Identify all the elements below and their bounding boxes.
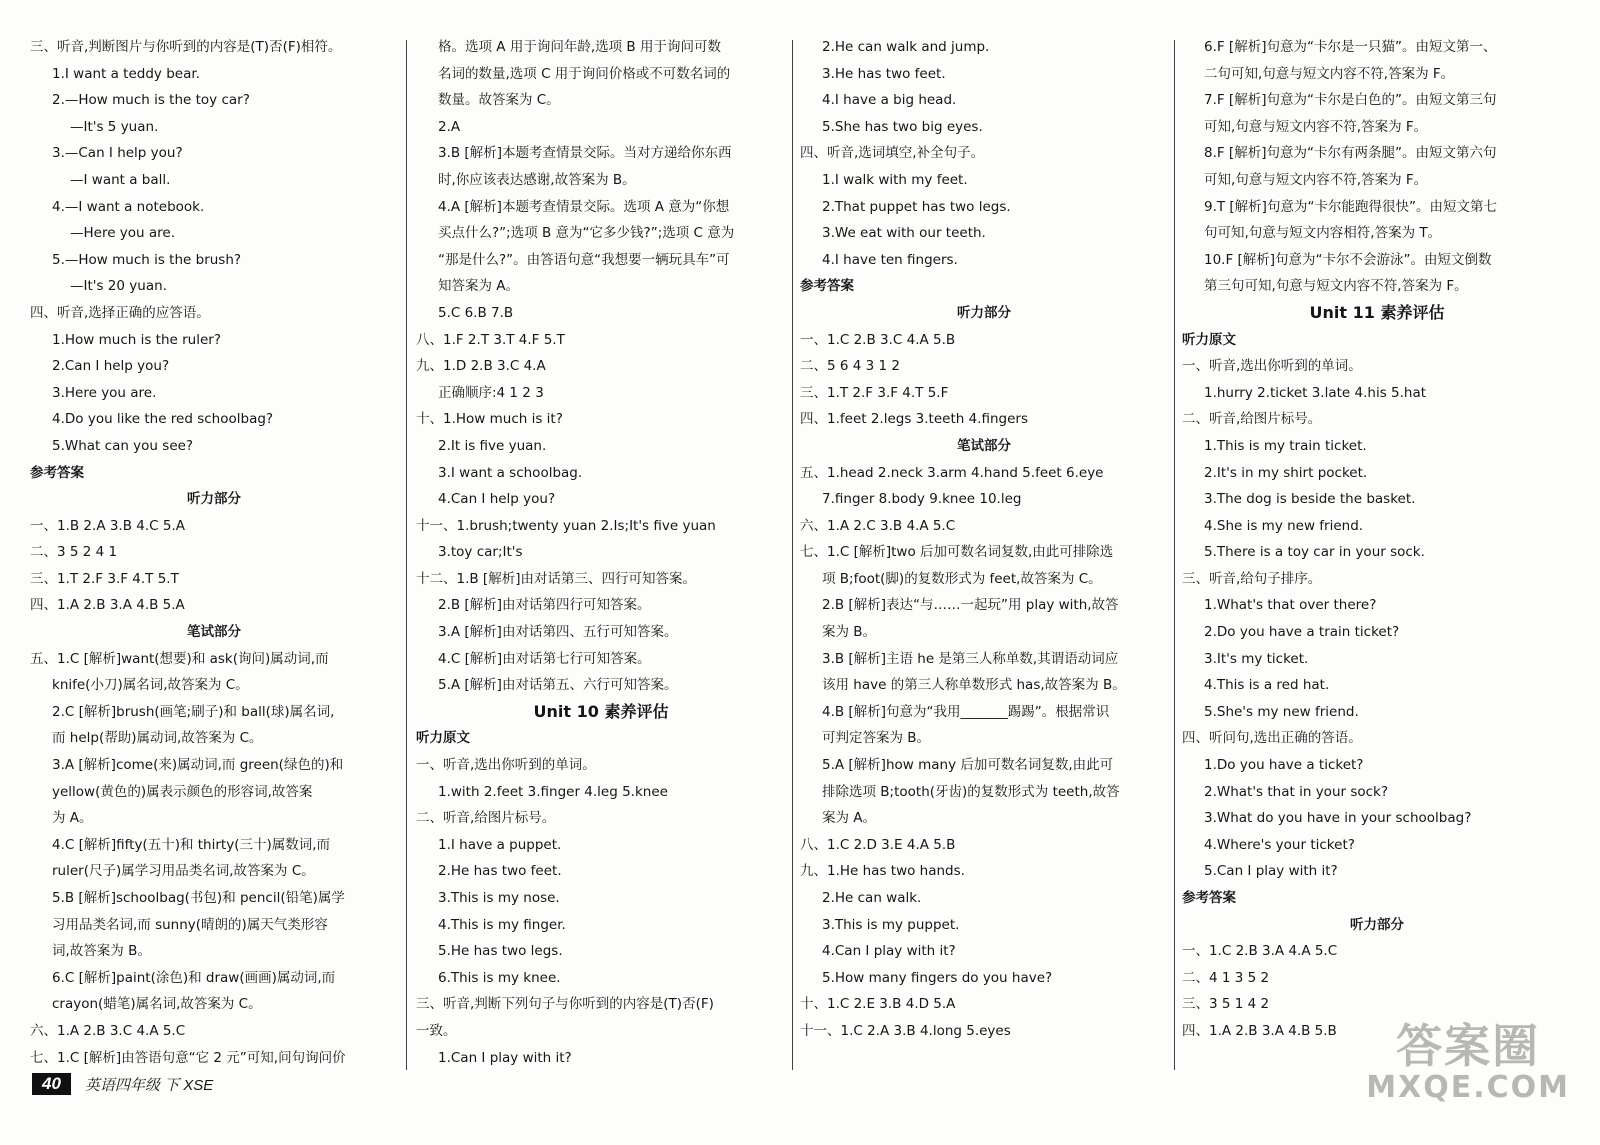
text-line: 一、1.C 2.B 3.A 4.A 5.C — [1182, 943, 1338, 960]
text-line: 1.with 2.feet 3.finger 4.leg 5.knee — [438, 783, 668, 800]
text-line: 六、1.A 2.B 3.C 4.A 5.C — [30, 1022, 186, 1039]
text-line: 3.It's my ticket. — [1204, 650, 1309, 667]
text-line: 第三句可知,句意与短文内容不符,答案为 F。 — [1204, 278, 1468, 295]
text-line: 4.C [解析]由对话第七行可知答案。 — [438, 650, 651, 667]
text-line: 四、听音,选择正确的应答语。 — [30, 304, 210, 321]
text-line: 正确顺序:4 1 2 3 — [438, 384, 544, 401]
text-line: 二、听音,给图片标号。 — [416, 810, 556, 827]
text-line: 三、听音,判断下列句子与你听到的内容是(T)否(F) — [416, 996, 714, 1013]
text-line: 3.I want a schoolbag. — [438, 464, 583, 481]
text-line: 七、1.C [解析]two 后加可数名词复数,由此可排除选 — [800, 544, 1114, 561]
text-line: 2.C [解析]brush(画笔;刷子)和 ball(球)属名词, — [52, 703, 335, 720]
text-line: 案为 B。 — [822, 624, 877, 641]
column-divider — [1174, 40, 1175, 1070]
text-line: 4.She is my new friend. — [1204, 517, 1364, 534]
text-line: 名词的数量,选项 C 用于询问价格或不可数名词的 — [438, 65, 731, 82]
text-line: 3.We eat with our teeth. — [822, 225, 986, 242]
page-number: 40 — [32, 1073, 71, 1095]
column-divider — [406, 40, 407, 1070]
section-title: Unit 11 素养评估 — [1309, 302, 1445, 322]
text-line: 5.—How much is the brush? — [52, 251, 242, 268]
text-line: 5.A [解析]how many 后加可数名词复数,由此可 — [822, 757, 1114, 774]
text-line: 三、3 5 1 4 2 — [1182, 996, 1270, 1013]
text-line: 2.B [解析]由对话第四行可知答案。 — [438, 597, 651, 614]
watermark-logo — [1366, 1021, 1570, 1105]
text-line: 5.She's my new friend. — [1204, 703, 1359, 720]
text-line: 3.He has two feet. — [822, 65, 946, 82]
text-line: 4.Where's your ticket? — [1204, 836, 1355, 853]
text-line: 四、1.feet 2.legs 3.teeth 4.fingers — [800, 411, 1028, 428]
text-line: 六、1.A 2.C 3.B 4.A 5.C — [800, 517, 956, 534]
text-line: 8.F [解析]句意为“卡尔有两条腿”。由短文第六句 — [1204, 145, 1497, 162]
text-line: 3.A [解析]come(来)属动词,而 green(绿色的)和 — [52, 757, 344, 774]
text-line: 2.Do you have a train ticket? — [1204, 624, 1400, 641]
section-heading: 听力部分 — [957, 304, 1011, 321]
text-line: 十、1.C 2.E 3.B 4.D 5.A — [800, 996, 956, 1013]
text-line: 八、1.F 2.T 3.T 4.F 5.T — [416, 331, 565, 348]
section-title: Unit 10 素养评估 — [533, 701, 669, 721]
text-line: 十一、1.C 2.A 3.B 4.long 5.eyes — [800, 1022, 1011, 1039]
text-line: 而 help(帮助)属动词,故答案为 C。 — [52, 730, 263, 747]
text-line: 5.C 6.B 7.B — [438, 304, 514, 321]
section-heading: 听力部分 — [1350, 916, 1404, 933]
text-line: 可知,句意与短文内容不符,答案为 F。 — [1204, 118, 1428, 135]
text-line: 九、1.D 2.B 3.C 4.A — [416, 358, 546, 375]
text-line: 4.This is my finger. — [438, 916, 566, 933]
text-line: 2.He can walk and jump. — [822, 39, 990, 55]
text-line: 三、听音,判断图片与你听到的内容是(T)否(F)相符。 — [30, 39, 342, 55]
text-line: 5.B [解析]schoolbag(书包)和 pencil(铅笔)属学 — [52, 890, 345, 906]
column-divider — [792, 40, 793, 1070]
section-heading: 参考答案 — [1182, 890, 1236, 906]
text-line: 二、4 1 3 5 2 — [1182, 969, 1270, 986]
text-line: 5.A [解析]由对话第五、六行可知答案。 — [438, 677, 678, 694]
column-4 — [1182, 34, 1572, 1045]
text-line: 二、5 6 4 3 1 2 — [800, 358, 900, 375]
text-line: 2.That puppet has two legs. — [822, 198, 1011, 215]
text-line: 十二、1.B [解析]由对话第三、四行可知答案。 — [416, 570, 696, 587]
text-line: 1.I want a teddy bear. — [52, 65, 200, 82]
text-line: 十一、1.brush;twenty yuan 2.Is;It's five yuan — [416, 517, 716, 534]
text-line: 2.It is five yuan. — [438, 437, 547, 454]
text-line: 数量。故答案为 C。 — [438, 92, 560, 109]
text-line: 1.What's that over there? — [1204, 597, 1377, 614]
text-line: 2.Can I help you? — [52, 358, 170, 375]
text-line: 买点什么?”;选项 B 意为“它多少钱?”;选项 C 意为 — [438, 225, 735, 242]
text-line: 1.I have a puppet. — [438, 836, 562, 853]
text-line: 1.hurry 2.ticket 3.late 4.his 5.hat — [1204, 384, 1427, 401]
page-footer — [32, 1072, 213, 1096]
text-line: 5.He has two legs. — [438, 943, 563, 960]
text-line: 1.I walk with my feet. — [822, 171, 968, 188]
text-line: 4.Do you like the red schoolbag? — [52, 411, 274, 428]
text-line: 3.B [解析]主语 he 是第三人称单数,其谓语动词应 — [822, 650, 1119, 667]
text-line: 4.—I want a notebook. — [52, 198, 205, 215]
text-line: 四、听音,选词填空,补全句子。 — [800, 145, 985, 162]
text-line: 一致。 — [416, 1022, 457, 1039]
text-line: knife(小刀)属名词,故答案为 C。 — [52, 677, 249, 694]
text-line: 2.—How much is the toy car? — [52, 92, 250, 109]
text-line: 2.What's that in your sock? — [1204, 783, 1389, 800]
text-line: ruler(尺子)属学习用品类名词,故答案为 C。 — [52, 863, 315, 880]
text-line: 5.What can you see? — [52, 437, 194, 454]
text-line: 七、1.C [解析]由答语句意“它 2 元”可知,问句询问价 — [30, 1049, 346, 1066]
section-heading: 听力原文 — [416, 730, 470, 747]
text-line: 10.F [解析]句意为“卡尔不会游泳”。由短文倒数 — [1204, 251, 1492, 268]
watermark-top: 答案圈 — [1396, 1019, 1541, 1073]
text-line: 1.How much is the ruler? — [52, 331, 222, 348]
text-line: 项 B;foot(脚)的复数形式为 feet,故答案为 C。 — [822, 570, 1102, 587]
text-line: 案为 A。 — [822, 810, 877, 827]
text-line: 4.This is a red hat. — [1204, 677, 1330, 694]
text-line: 2.He can walk. — [822, 890, 922, 906]
text-line: 四、1.A 2.B 3.A 4.B 5.A — [30, 597, 185, 614]
text-line: 三、1.T 2.F 3.F 4.T 5.T — [30, 570, 179, 587]
text-line: 词,故答案为 B。 — [52, 943, 151, 960]
text-line: 为 A。 — [52, 810, 93, 827]
section-heading: 参考答案 — [30, 464, 84, 481]
text-line: 6.C [解析]paint(涂色)和 draw(画画)属动词,而 — [52, 969, 336, 986]
text-line: 十、1.How much is it? — [416, 411, 563, 428]
text-line: 2.It's in my shirt pocket. — [1204, 464, 1368, 481]
text-line: —Here you are. — [70, 225, 176, 242]
text-line: 2.A — [438, 118, 461, 135]
text-line: 八、1.C 2.D 3.E 4.A 5.B — [800, 836, 956, 853]
text-line: 二、3 5 2 4 1 — [30, 544, 118, 561]
text-line: 五、1.C [解析]want(想要)和 ask(询问)属动词,而 — [30, 650, 329, 667]
text-line: 可知,句意与短文内容不符,答案为 F。 — [1204, 171, 1428, 188]
text-line: 三、听音,给句子排序。 — [1182, 570, 1322, 587]
text-line: —I want a ball. — [70, 171, 171, 188]
text-line: 5.There is a toy car in your sock. — [1204, 544, 1425, 561]
text-line: 时,你应该表达感谢,故答案为 B。 — [438, 171, 636, 188]
text-line: 3.B [解析]本题考查情景交际。当对方递给你东西 — [438, 145, 732, 162]
text-line: 句可知,句意与短文内容相符,答案为 T。 — [1204, 225, 1442, 242]
text-line: 9.T [解析]句意为“卡尔能跑得很快”。由短文第七 — [1204, 198, 1497, 215]
text-line: 4.Can I help you? — [438, 491, 556, 508]
section-heading: 听力部分 — [187, 491, 241, 508]
text-line: 1.Can I play with it? — [438, 1049, 572, 1066]
text-line: 3.toy car;It's — [438, 544, 523, 561]
column-3 — [800, 34, 1168, 1045]
text-line: 3.This is my puppet. — [822, 916, 960, 933]
text-line: —It's 5 yuan. — [70, 118, 159, 135]
text-line: 一、听音,选出你听到的单词。 — [416, 757, 596, 774]
text-line: 3.Here you are. — [52, 384, 157, 401]
text-line: 3.The dog is beside the basket. — [1204, 491, 1416, 508]
text-line: 四、1.A 2.B 3.A 4.B 5.B — [1182, 1022, 1337, 1039]
text-line: yellow(黄色的)属表示颜色的形容词,故答案 — [52, 783, 313, 800]
text-line: 4.C [解析]fifty(五十)和 thirty(三十)属数词,而 — [52, 836, 331, 853]
text-line: 格。选项 A 用于询问年龄,选项 B 用于询问可数 — [438, 39, 721, 55]
text-line: 一、1.C 2.B 3.C 4.A 5.B — [800, 331, 956, 348]
section-heading: 笔试部分 — [957, 437, 1011, 454]
text-line: 该用 have 的第三人称单数形式 has,故答案为 B。 — [822, 677, 1126, 694]
text-line: 2.B [解析]表达“与……一起玩”用 play with,故答 — [822, 597, 1119, 614]
text-line: 3.What do you have in your schoolbag? — [1204, 810, 1472, 827]
text-line: 1.This is my train ticket. — [1204, 437, 1367, 454]
text-line: 4.A [解析]本题考查情景交际。选项 A 意为“你想 — [438, 198, 730, 215]
text-line: 4.B [解析]句意为“我用_______踢踢”。根据常识 — [822, 703, 1110, 720]
text-line: 可判定答案为 B。 — [822, 730, 931, 747]
text-line: 1.Do you have a ticket? — [1204, 757, 1364, 774]
text-line: 6.F [解析]句意为“卡尔是一只猫”。由短文第一、 — [1204, 39, 1497, 55]
text-line: 7.F [解析]句意为“卡尔是白色的”。由短文第三句 — [1204, 92, 1497, 109]
text-line: 五、1.head 2.neck 3.arm 4.hand 5.feet 6.eye — [800, 464, 1104, 481]
text-line: 四、听问句,选出正确的答语。 — [1182, 730, 1362, 747]
section-heading: 参考答案 — [800, 278, 854, 295]
text-line: 九、1.He has two hands. — [800, 863, 965, 880]
text-line: 3.This is my nose. — [438, 890, 560, 906]
text-line: 一、1.B 2.A 3.B 4.C 5.A — [30, 517, 185, 534]
column-2 — [416, 34, 786, 1071]
text-line: 3.A [解析]由对话第四、五行可知答案。 — [438, 624, 678, 641]
text-line: 三、1.T 2.F 3.F 4.T 5.F — [800, 384, 949, 401]
text-line: 4.I have a big head. — [822, 92, 957, 109]
text-line: 5.She has two big eyes. — [822, 118, 983, 135]
text-line: 习用品类名词,而 sunny(晴朗的)属天气类形容 — [52, 916, 328, 933]
text-line: 4.Can I play with it? — [822, 943, 956, 960]
section-heading: 笔试部分 — [187, 624, 241, 641]
text-line: 一、听音,选出你听到的单词。 — [1182, 358, 1362, 375]
text-line: 5.Can I play with it? — [1204, 863, 1338, 880]
text-line: —It's 20 yuan. — [70, 278, 167, 295]
text-line: 6.This is my knee. — [438, 969, 561, 986]
text-line: 二句可知,句意与短文内容不符,答案为 F。 — [1204, 65, 1455, 82]
book-label: 英语四年级 下 XSE — [84, 1076, 214, 1094]
text-line: 2.He has two feet. — [438, 863, 562, 880]
text-line: 二、听音,给图片标号。 — [1182, 411, 1322, 428]
text-line: 3.—Can I help you? — [52, 145, 183, 162]
text-line: 4.I have ten fingers. — [822, 251, 958, 268]
section-heading: 听力原文 — [1182, 331, 1236, 348]
text-line: 7.finger 8.body 9.knee 10.leg — [822, 491, 1022, 508]
text-line: crayon(蜡笔)属名词,故答案为 C。 — [52, 996, 262, 1013]
watermark-url: MXQE.COM — [1366, 1070, 1570, 1105]
text-line: 排除选项 B;tooth(牙齿)的复数形式为 teeth,故答 — [822, 783, 1120, 800]
column-1 — [30, 34, 398, 1071]
text-line: “那是什么?”。由答语句意“我想要一辆玩具车”可 — [438, 251, 730, 268]
text-line: 知答案为 A。 — [438, 278, 520, 295]
text-line: 5.How many fingers do you have? — [822, 969, 1053, 986]
